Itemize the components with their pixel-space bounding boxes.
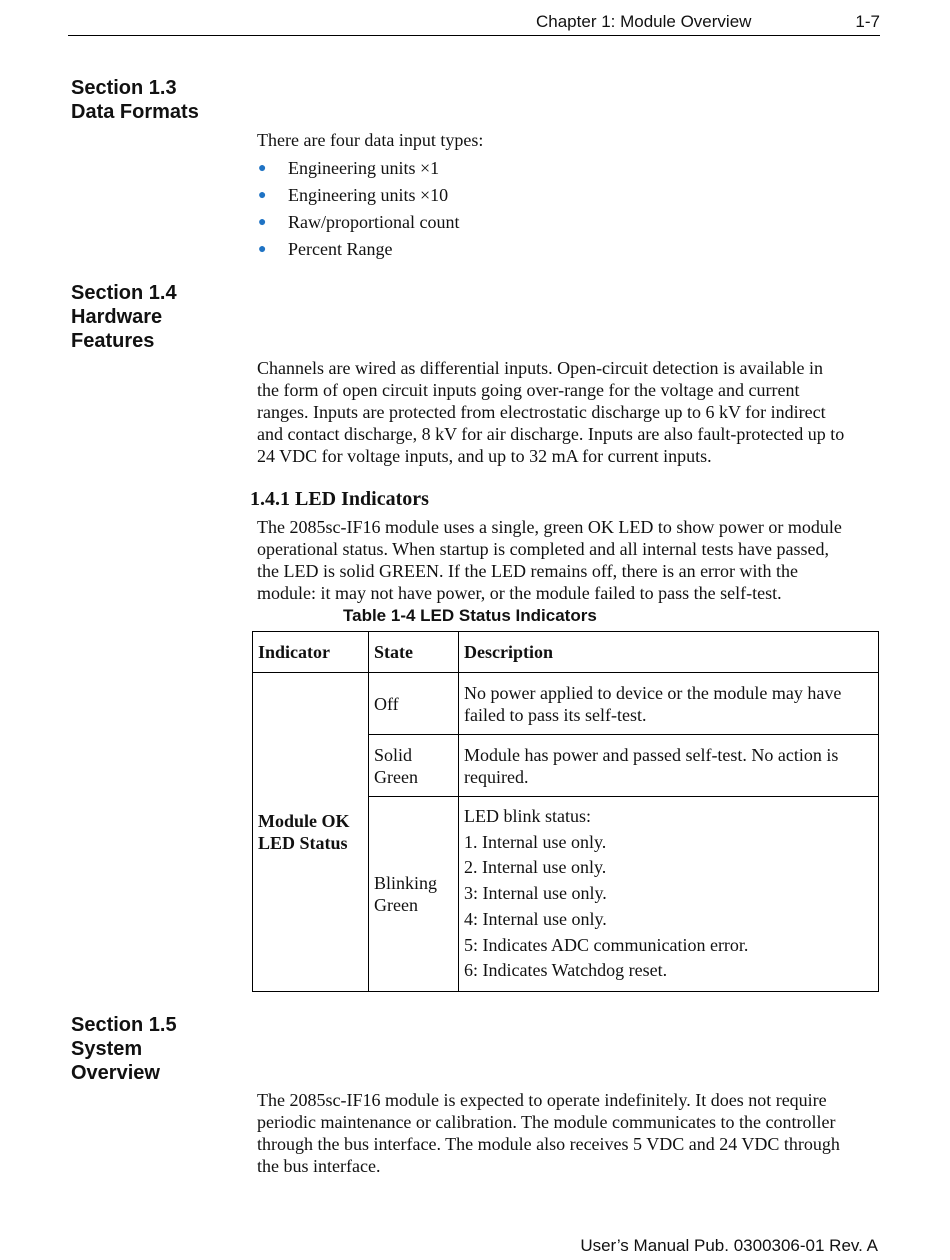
paragraph-line: and contact discharge, 8 kV for air discharge. Inputs are also fault-protected up to bbox=[257, 424, 845, 444]
state-line: Blinking bbox=[374, 873, 438, 893]
heading-line: Overview bbox=[71, 1062, 160, 1084]
list-item bbox=[257, 182, 882, 209]
paragraph-line: the bus interface. bbox=[257, 1156, 381, 1176]
section-1-3-heading bbox=[71, 76, 199, 124]
heading-line: Section 1.4 bbox=[71, 282, 177, 304]
indicator-cell bbox=[253, 673, 369, 992]
heading-line: Hardware bbox=[71, 306, 163, 328]
paragraph-line: The 2085sc-IF16 module uses a single, green OK LED to show power or module bbox=[257, 517, 842, 537]
state-line: Green bbox=[374, 766, 418, 787]
description-line: Module has power and passed self-test. No action is bbox=[464, 744, 839, 765]
list-item-text: Engineering units ×10 bbox=[288, 185, 449, 205]
heading-line: System bbox=[71, 1038, 143, 1060]
list-item bbox=[257, 209, 882, 236]
bullet-icon: ● bbox=[258, 188, 267, 203]
list-item-text: Percent Range bbox=[288, 239, 393, 259]
table-caption: Table 1-4 LED Status Indicators bbox=[343, 606, 597, 625]
paragraph-line: through the bus interface. The module also receives 5 VDC and 24 VDC through bbox=[257, 1134, 840, 1154]
data-types-list bbox=[257, 155, 882, 263]
description-line: 4: Internal use only. bbox=[464, 908, 607, 929]
description-line: LED blink status: bbox=[464, 806, 591, 827]
description-line: 2. Internal use only. bbox=[464, 857, 607, 878]
paragraph-line: ranges. Inputs are protected from electrostatic discharge up to 6 kV for indirect bbox=[257, 402, 826, 422]
state-line: Solid bbox=[374, 744, 413, 765]
description-line: failed to pass its self-test. bbox=[464, 704, 647, 725]
bullet-icon: ● bbox=[258, 215, 267, 230]
description-line: 1. Internal use only. bbox=[464, 831, 607, 852]
footer-publication: User’s Manual Pub. 0300306-01 Rev. A bbox=[580, 1236, 878, 1255]
heading-line: Section 1.5 bbox=[71, 1014, 177, 1036]
description-cell bbox=[459, 673, 879, 735]
paragraph-line: module: it may not have power, or the module failed to pass the self-test. bbox=[257, 583, 782, 603]
paragraph-line: periodic maintenance or calibration. The module communicates to the controller bbox=[257, 1112, 836, 1132]
paragraph-line: Channels are wired as differential inputs. Open-circuit detection is available in bbox=[257, 358, 823, 378]
description-line: No power applied to device or the module may have bbox=[464, 682, 842, 703]
led-status-table bbox=[252, 631, 879, 992]
indicator-line: LED Status bbox=[258, 833, 348, 853]
list-item-text: Engineering units ×1 bbox=[288, 158, 440, 178]
state-cell bbox=[369, 797, 459, 992]
description-cell bbox=[459, 735, 879, 797]
paragraph-line: the form of open circuit inputs going over-range for the voltage and current bbox=[257, 380, 800, 400]
column-header-description: Description bbox=[459, 632, 879, 673]
list-item bbox=[257, 236, 882, 263]
paragraph-line: the LED is solid GREEN. If the LED remains off, there is an error with the bbox=[257, 561, 799, 581]
section-1-4-paragraph bbox=[257, 357, 882, 467]
section-1-3-body bbox=[257, 128, 882, 263]
heading-line: Section 1.3 bbox=[71, 77, 177, 99]
table-header-row bbox=[253, 632, 879, 673]
data-types-intro: There are four data input types: bbox=[257, 130, 484, 150]
list-item bbox=[257, 155, 882, 182]
paragraph-line: The 2085sc-IF16 module is expected to operate indefinitely. It does not require bbox=[257, 1090, 827, 1110]
state-cell bbox=[369, 735, 459, 797]
heading-line: Features bbox=[71, 330, 155, 352]
running-header-chapter: Chapter 1: Module Overview bbox=[536, 12, 752, 31]
paragraph-line: operational status. When startup is completed and all internal tests have passed, bbox=[257, 539, 830, 559]
description-line: 6: Indicates Watchdog reset. bbox=[464, 960, 668, 981]
list-item-text: Raw/proportional count bbox=[288, 212, 460, 232]
subsection-1-4-1-heading: 1.4.1 LED Indicators bbox=[250, 488, 429, 510]
header-rule bbox=[68, 35, 880, 36]
description-line: 5: Indicates ADC communication error. bbox=[464, 934, 749, 955]
page-number: 1-7 bbox=[855, 12, 880, 31]
column-header-indicator: Indicator bbox=[253, 632, 369, 673]
column-header-state: State bbox=[369, 632, 459, 673]
description-line: 3: Internal use only. bbox=[464, 883, 607, 904]
subsection-1-4-1-paragraph bbox=[257, 516, 882, 604]
state-line: Green bbox=[374, 895, 418, 915]
heading-line: Data Formats bbox=[71, 101, 199, 123]
section-1-4-heading bbox=[71, 281, 177, 353]
bullet-icon: ● bbox=[258, 242, 267, 257]
section-1-5-paragraph bbox=[257, 1089, 882, 1177]
state-cell: Off bbox=[369, 673, 459, 735]
paragraph-line: 24 VDC for voltage inputs, and up to 32 mA for current inputs. bbox=[257, 446, 712, 466]
indicator-line: Module OK bbox=[258, 811, 350, 831]
table-row bbox=[253, 673, 879, 735]
section-1-5-heading bbox=[71, 1013, 177, 1085]
description-line: required. bbox=[464, 766, 529, 787]
bullet-icon: ● bbox=[258, 161, 267, 176]
description-cell bbox=[459, 797, 879, 992]
